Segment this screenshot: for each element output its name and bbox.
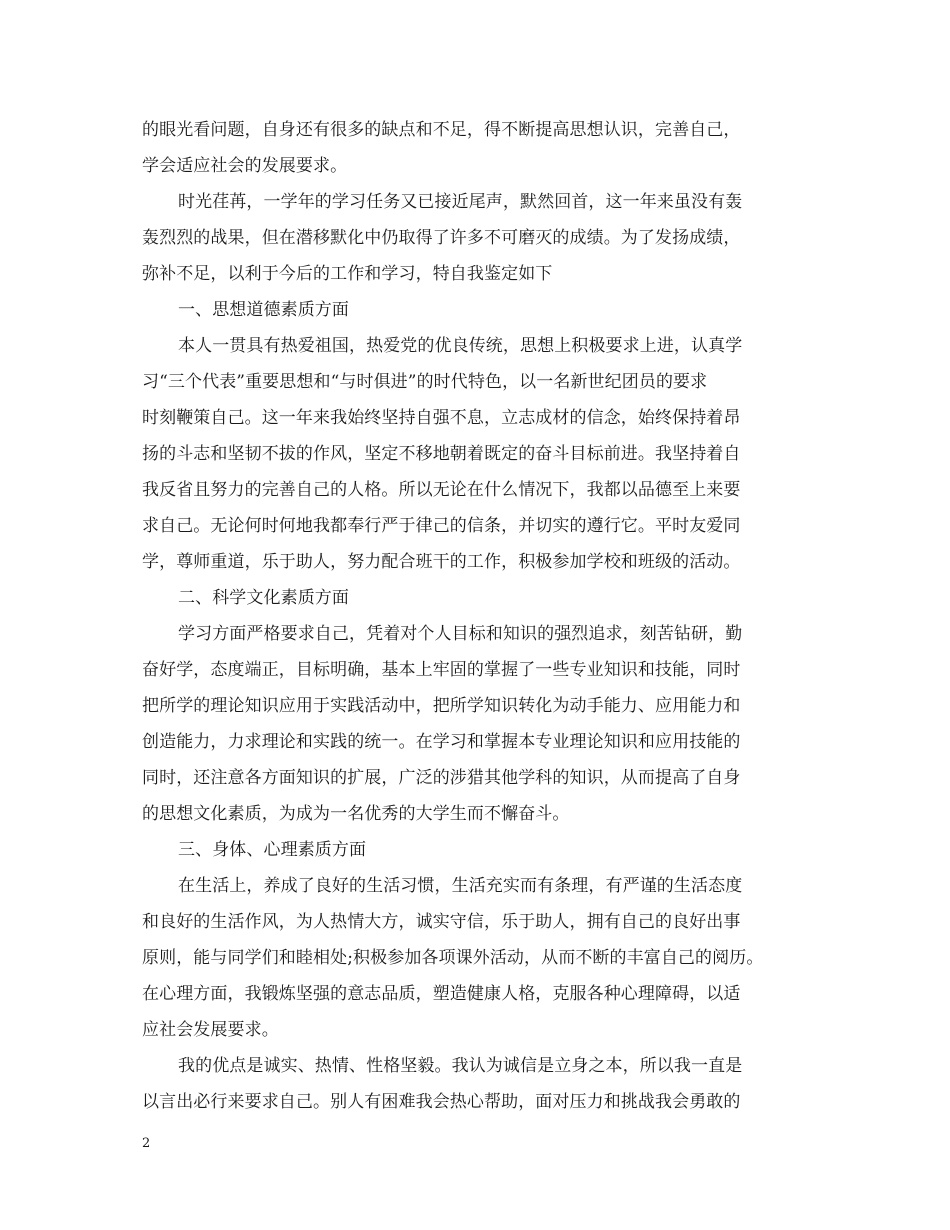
text-line: 学，尊师重道，乐于助人，努力配合班干的工作，积极参加学校和班级的活动。 (142, 552, 741, 572)
text-line: 以言出必行来要求自己。别人有困难我会热心帮助，面对压力和挑战我会勇敢的 (142, 1092, 741, 1112)
text-line: 我的优点是诚实、热情、性格坚毅。我认为诚信是立身之本，所以我一直是 (178, 1056, 743, 1076)
text-line: 把所学的理论知识应用于实践活动中，把所学知识转化为动手能力、应用能力和 (142, 696, 741, 716)
text-line: 习“三个代表”重要思想和“与时俱进”的时代特色，以一名新世纪团员的要求 (142, 372, 708, 392)
text-line: 在生活上，养成了良好的生活习惯，生活充实而有条理，有严谨的生活态度 (178, 876, 743, 896)
text-line: 时刻鞭策自己。这一年来我始终坚持自强不息，立志成材的信念，始终保持着昂 (142, 408, 741, 428)
text-line: 一、思想道德素质方面 (178, 300, 349, 320)
text-line: 创造能力，力求理论和实践的统一。在学习和掌握本专业理论知识和应用技能的 (142, 732, 741, 752)
text-line: 同时，还注意各方面知识的扩展，广泛的涉猎其他学科的知识，从而提高了自身 (142, 768, 741, 788)
text-line: 弥补不足，以利于今后的工作和学习，特自我鉴定如下 (142, 264, 553, 284)
text-line: 时光荏苒，一学年的学习任务又已接近尾声，默然回首，这一年来虽没有轰 (178, 192, 743, 212)
text-line: 轰烈烈的战果，但在潜移默化中仍取得了许多不可磨灭的成绩。为了发扬成绩， (142, 228, 741, 248)
text-line: 奋好学，态度端正，目标明确，基本上牢固的掌握了一些专业知识和技能，同时 (142, 660, 741, 680)
text-line: 三、身体、心理素质方面 (178, 840, 367, 860)
text-line: 扬的斗志和坚韧不拔的作风，坚定不移地朝着既定的奋斗目标前进。我坚持着自 (142, 444, 741, 464)
document-body (142, 112, 814, 1120)
text-line: 学习方面严格要求自己，凭着对个人目标和知识的强烈追求，刻苦钻研，勤 (178, 624, 743, 644)
text-line: 原则，能与同学们和睦相处;积极参加各项课外活动，从而不断的丰富自己的阅历。 (142, 948, 764, 968)
page-number: 2 (142, 1136, 151, 1151)
text-line: 我反省且努力的完善自己的人格。所以无论在什么情况下，我都以品德至上来要 (142, 480, 741, 500)
text-line: 的眼光看问题，自身还有很多的缺点和不足，得不断提高思想认识，完善自己， (142, 120, 741, 140)
text-line: 二、科学文化素质方面 (178, 588, 349, 608)
text-line: 求自己。无论何时何地我都奉行严于律己的信条，并切实的遵行它。平时友爱同 (142, 516, 741, 536)
text-line: 本人一贯具有热爱祖国，热爱党的优良传统，思想上积极要求上进，认真学 (178, 336, 743, 356)
text-line: 应社会发展要求。 (142, 1020, 279, 1040)
text-line: 在心理方面，我锻炼坚强的意志品质，塑造健康人格，克服各种心理障碍，以适 (142, 984, 741, 1004)
text-line: 和良好的生活作风，为人热情大方，诚实守信，乐于助人，拥有自己的良好出事 (142, 912, 741, 932)
text-line: 的思想文化素质，为成为一名优秀的大学生而不懈奋斗。 (142, 804, 570, 824)
text-line: 学会适应社会的发展要求。 (142, 156, 348, 176)
